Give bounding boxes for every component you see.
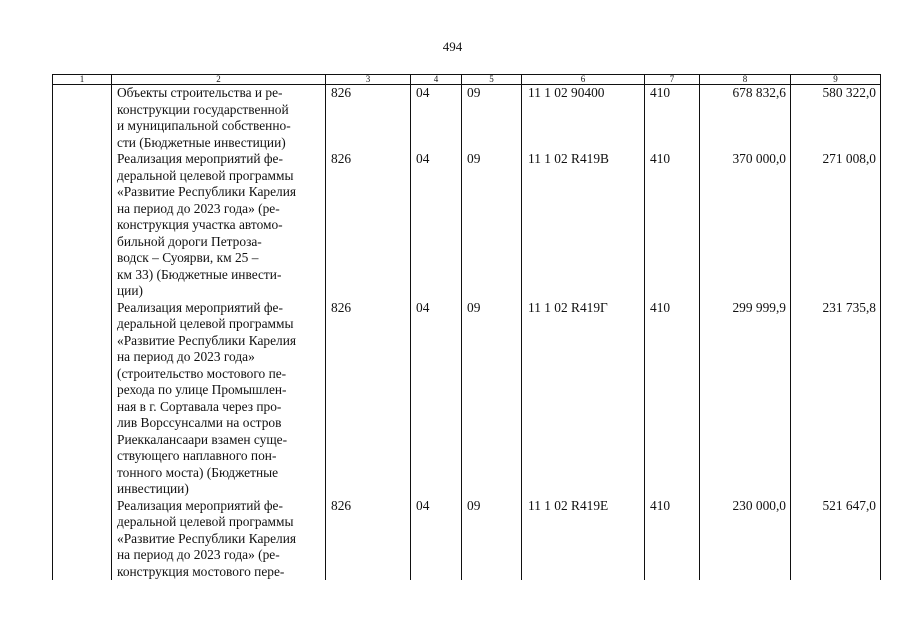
target-article-cell: 11 1 02 R419Е [522, 498, 645, 581]
ministry-code-cell: 826 [326, 300, 411, 498]
table-row [53, 85, 881, 152]
item-name-line: (строительство мостового пе- [117, 365, 287, 381]
subsection-cell: 09 [462, 151, 522, 300]
column-number: 3 [326, 75, 411, 85]
row-number-cell [53, 151, 112, 300]
item-name-line: и муниципальной собственно- [117, 118, 291, 133]
item-name-cell [112, 498, 326, 581]
item-name-line: на период до 2023 года» (ре- [117, 200, 280, 216]
table-header [53, 75, 881, 85]
budget-table [52, 74, 881, 580]
row-number-cell [53, 300, 112, 498]
table-row [53, 300, 881, 498]
amount-1-cell: 230 000,0 [700, 498, 791, 581]
item-name-line: на период до 2023 года» [117, 349, 255, 364]
item-name-cell [112, 300, 326, 498]
item-name-line: ная в г. Сортавала через про- [117, 398, 282, 414]
subsection-cell: 09 [462, 498, 522, 581]
expense-type-cell: 410 [645, 300, 700, 498]
column-number: 2 [112, 75, 326, 85]
row-number-cell [53, 498, 112, 581]
item-name-line: Риеккалансаари взамен суще- [117, 431, 288, 447]
item-name-line: Реализация мероприятий фе- [117, 299, 283, 315]
item-name-line: деральной целевой программы [117, 316, 294, 331]
expense-type-cell: 410 [645, 498, 700, 581]
section-cell: 04 [411, 300, 462, 498]
item-name-line: Реализация мероприятий фе- [117, 151, 283, 166]
column-number: 6 [522, 75, 645, 85]
subsection-cell: 09 [462, 85, 522, 152]
item-name-line: бильной дороги Петроза- [117, 233, 262, 249]
item-name-line: конструкции государственной [117, 101, 289, 117]
ministry-code-cell: 826 [326, 151, 411, 300]
item-name-line: ствующего наплавного пон- [117, 448, 277, 463]
item-name-line: «Развитие Республики Карелия [117, 530, 297, 546]
item-name-line: лив Ворссунсалми на остров [117, 415, 282, 430]
page-number: 494 [442, 39, 463, 54]
section-cell: 04 [411, 85, 462, 152]
item-name-line: на период до 2023 года» (ре- [117, 547, 280, 562]
item-name-line: км 33) (Бюджетные инвести- [117, 266, 282, 282]
column-number: 5 [462, 75, 522, 85]
amount-2-cell: 231 735,8 [791, 300, 881, 498]
amount-2-cell: 580 322,0 [791, 85, 881, 152]
item-name-line: инвестиции) [117, 481, 189, 496]
amount-2-cell: 521 647,0 [791, 498, 881, 581]
column-number: 8 [700, 75, 791, 85]
item-name-line: конструкция мостового пере- [117, 563, 285, 579]
section-cell: 04 [411, 151, 462, 300]
target-article-cell: 11 1 02 R419В [522, 151, 645, 300]
target-article-cell: 11 1 02 R419Г [522, 300, 645, 498]
item-name-line: конструкция участка автомо- [117, 217, 283, 232]
ministry-code-cell: 826 [326, 85, 411, 152]
item-name-cell [112, 151, 326, 300]
column-number: 7 [645, 75, 700, 85]
item-name-cell [112, 85, 326, 152]
target-article-cell: 11 1 02 90400 [522, 85, 645, 152]
column-number-row [53, 75, 881, 85]
row-number-cell [53, 85, 112, 152]
amount-2-cell: 271 008,0 [791, 151, 881, 300]
item-name-line: Реализация мероприятий фе- [117, 497, 283, 513]
item-name-line: «Развитие Республики Карелия [117, 332, 297, 348]
table-row [53, 498, 881, 581]
table-row [53, 151, 881, 300]
column-number: 1 [53, 75, 112, 85]
item-name-line: деральной целевой программы [117, 167, 294, 183]
amount-1-cell: 370 000,0 [700, 151, 791, 300]
ministry-code-cell: 826 [326, 498, 411, 581]
item-name-line: Объекты строительства и ре- [117, 85, 283, 100]
section-cell: 04 [411, 498, 462, 581]
item-name-line: деральной целевой программы [117, 514, 294, 529]
subsection-cell: 09 [462, 300, 522, 498]
column-number: 9 [791, 75, 881, 85]
table-body [53, 85, 881, 581]
item-name-line: водск – Суоярви, км 25 – [117, 250, 259, 265]
item-name-line: ции) [117, 283, 143, 298]
item-name-line: тонного моста) (Бюджетные [117, 464, 279, 480]
column-number: 4 [411, 75, 462, 85]
item-name-line: рехода по улице Промышлен- [117, 382, 287, 397]
item-name-line: сти (Бюджетные инвестиции) [117, 134, 286, 150]
amount-1-cell: 678 832,6 [700, 85, 791, 152]
amount-1-cell: 299 999,9 [700, 300, 791, 498]
expense-type-cell: 410 [645, 151, 700, 300]
expense-type-cell: 410 [645, 85, 700, 152]
item-name-line: «Развитие Республики Карелия [117, 184, 297, 199]
